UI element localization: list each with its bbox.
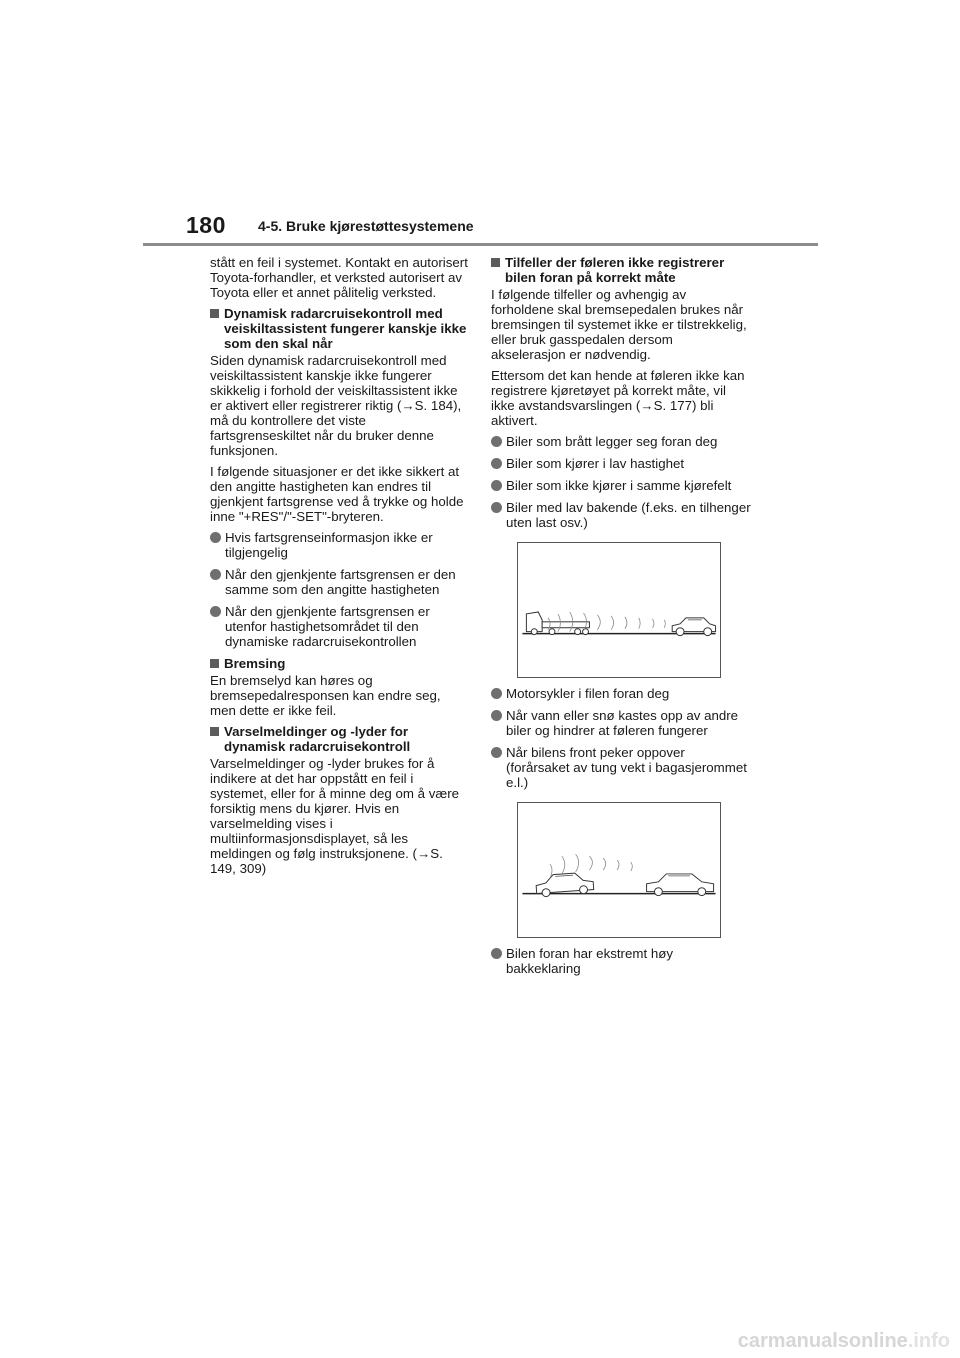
list-item: Når den gjenkjente fartsgrensen er den samme som den angitte hastigheten [210,567,470,597]
truck-trailer-illustration [518,543,720,677]
paragraph: I følgende situasjoner er det ikke sikkert at den angitte hastigheten kan endres til gjenkjent fartsgrense ved å trykke og holde inne "+RES"/"-SET"-bryteren. [210,464,464,524]
heading-warnings: Varselmeldinger og -lyder for dynamisk radarcruisekontroll [210,724,470,754]
watermark: carmanualsonline.info [737,1330,950,1352]
list-item: Når bilens front peker oppover (forårsaket av tung vekt i bagasjerommet e.l.) [491,745,751,790]
circle-bullet-icon [491,436,502,447]
list-item: Biler som ikke kjører i samme kjørefelt [491,478,751,493]
circle-bullet-icon [210,569,221,580]
square-bullet-icon [210,309,219,318]
list-item: Bilen foran har ekstremt høy bakkeklaring [491,946,751,976]
heading-sensor-cases: Tilfeller der føleren ikke registrerer bilen foran på korrekt måte [491,255,751,285]
list-item: Hvis fartsgrenseinformasjon ikke er tilgjengelig [210,530,470,560]
circle-bullet-icon [491,458,502,469]
list-item: Biler som kjører i lav hastighet [491,456,751,471]
circle-bullet-icon [491,502,502,513]
right-column [491,255,751,983]
list-item: Når vann eller snø kastes opp av andre biler og hindrer at føleren fungerer [491,708,751,738]
circle-bullet-icon [210,606,221,617]
square-bullet-icon [491,258,500,267]
section-title: 4-5. Bruke kjørestøttesystemene [258,218,474,234]
list-item: Motorsykler i filen foran deg [491,686,751,701]
intro-paragraph: stått en feil i systemet. Kontakt en autorisert Toyota-forhandler, et verksted autorisert av Toyota eller et annet pålitelig verksted. [210,255,468,300]
illustration-truck-trailer [517,542,721,678]
circle-bullet-icon [491,688,502,699]
paragraph: Siden dynamisk radarcruisekontroll med veiskiltassistent kanskje ikke fungerer skikkelig i forhold der veiskiltassistent ikke er aktivert eller registrerer riktig (→S. 184), må du kontrollere det viste fartsgrenseskiltet når du bruker denne funksjonen. [210,353,462,458]
nose-up-car-illustration [518,803,720,937]
circle-bullet-icon [210,532,221,543]
left-column [210,255,470,882]
square-bullet-icon [210,727,219,736]
circle-bullet-icon [491,480,502,491]
list-item: Når den gjenkjente fartsgrensen er utenfor hastighetsområdet til den dynamiske radarcruisekontrollen [210,604,470,649]
paragraph: Varselmeldinger og -lyder brukes for å indikere at det har oppstått en feil i systemet, eller for å minne deg om å være forsiktig mens du kjører. Hvis en varselmelding vises i multiinformasjonsdisplayet, så les meldingen og følg instruksjonene. (→S. 149, 309) [210,756,460,876]
illustration-nose-up [517,802,721,938]
heading-radar-cruise-sign-assist: Dynamisk radarcruisekontroll med veiskiltassistent fungerer kanskje ikke som den skal når [210,306,470,351]
circle-bullet-icon [491,747,502,758]
square-bullet-icon [210,659,219,668]
paragraph: En bremselyd kan høres og bremsepedalresponsen kan endre seg, men dette er ikke feil. [210,673,441,718]
list-item: Biler med lav bakende (f.eks. en tilhenger uten last osv.) [491,500,751,530]
header-rule [143,243,818,246]
page-number: 180 [186,212,226,238]
list-item: Biler som brått legger seg foran deg [491,434,751,449]
paragraph: Ettersom det kan hende at føleren ikke kan registrere kjøretøyet på korrekt måte, vil ikke avstandsvarslingen (→S. 177) bli aktivert. [491,368,745,428]
paragraph: I følgende tilfeller og avhengig av forholdene skal bremsepedalen brukes når bremsingen til systemet ikke er tilstrekkelig, eller bruk gasspedalen dersom akselerasjon er nødvendig. [491,287,747,362]
circle-bullet-icon [491,710,502,721]
heading-braking: Bremsing [210,656,470,671]
circle-bullet-icon [491,948,502,959]
